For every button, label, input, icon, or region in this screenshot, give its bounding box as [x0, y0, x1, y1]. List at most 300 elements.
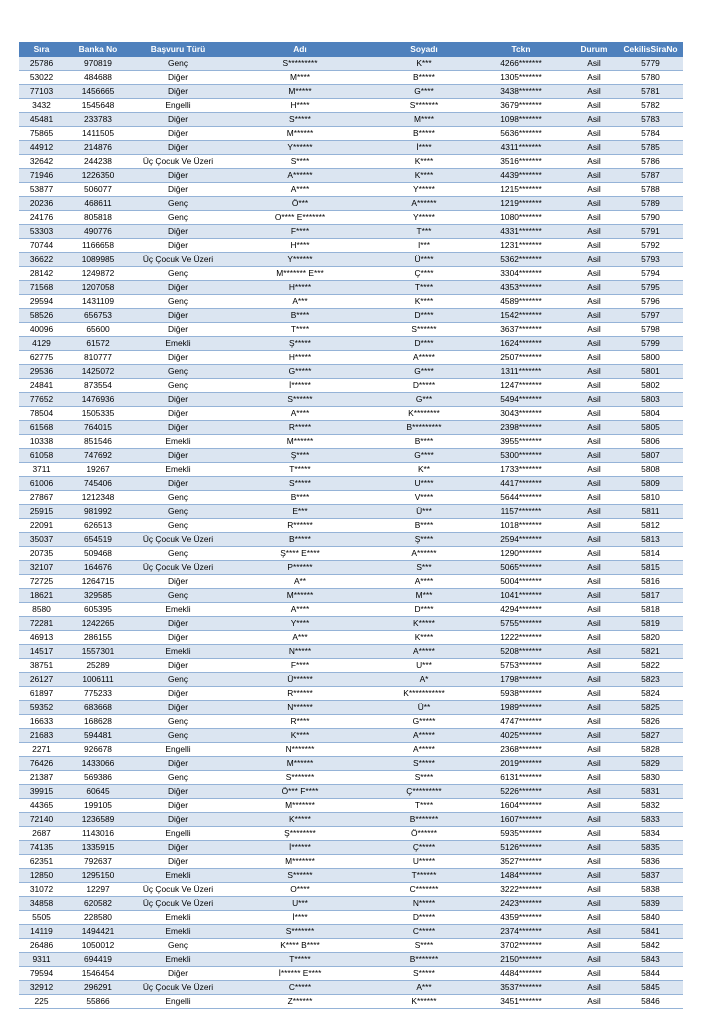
cell-cekilis-sira-no: 5819	[618, 617, 683, 631]
cell-soyadi: A******	[376, 547, 472, 561]
table-row	[19, 435, 683, 449]
cell-cekilis-sira-no: 5828	[618, 743, 683, 757]
cell-cekilis-sira-no: 5840	[618, 911, 683, 925]
cell-cekilis-sira-no: 5814	[618, 547, 683, 561]
table-row	[19, 351, 683, 365]
cell-durum: Asil	[570, 813, 618, 827]
cell-adi: R******	[224, 687, 376, 701]
cell-adi: P******	[224, 561, 376, 575]
cell-sira: 26127	[19, 673, 64, 687]
cell-soyadi: T****	[376, 281, 472, 295]
cell-cekilis-sira-no: 5806	[618, 435, 683, 449]
cell-banka-no: 1494421	[64, 925, 132, 939]
table-row	[19, 71, 683, 85]
cell-durum: Asil	[570, 841, 618, 855]
cell-soyadi: T****	[376, 799, 472, 813]
cell-banka-no: 1212348	[64, 491, 132, 505]
cell-durum: Asil	[570, 855, 618, 869]
cell-banka-no: 12297	[64, 883, 132, 897]
cell-adi: F****	[224, 659, 376, 673]
cell-soyadi: Y*****	[376, 211, 472, 225]
cell-durum: Asil	[570, 883, 618, 897]
cell-banka-no: 168628	[64, 715, 132, 729]
cell-basvuru-turu: Diğer	[132, 799, 224, 813]
table-row	[19, 365, 683, 379]
cell-durum: Asil	[570, 253, 618, 267]
cell-cekilis-sira-no: 5784	[618, 127, 683, 141]
cell-soyadi: G****	[376, 365, 472, 379]
table-row	[19, 407, 683, 421]
cell-cekilis-sira-no: 5798	[618, 323, 683, 337]
cell-banka-no: 286155	[64, 631, 132, 645]
cell-tckn: 4353*******	[472, 281, 570, 295]
cell-tckn: 5126*******	[472, 841, 570, 855]
cell-banka-no: 509468	[64, 547, 132, 561]
cell-banka-no: 1143016	[64, 827, 132, 841]
cell-tckn: 3679*******	[472, 99, 570, 113]
cell-sira: 59352	[19, 701, 64, 715]
cell-sira: 21387	[19, 771, 64, 785]
cell-adi: K**** B****	[224, 939, 376, 953]
cell-basvuru-turu: Üç Çocuk Ve Üzeri	[132, 253, 224, 267]
cell-soyadi: A*	[376, 673, 472, 687]
table-row	[19, 645, 683, 659]
cell-durum: Asil	[570, 379, 618, 393]
cell-sira: 32642	[19, 155, 64, 169]
cell-basvuru-turu: Genç	[132, 379, 224, 393]
cell-tckn: 2019*******	[472, 757, 570, 771]
cell-basvuru-turu: Diğer	[132, 575, 224, 589]
cell-durum: Asil	[570, 995, 618, 1009]
cell-tckn: 1604*******	[472, 799, 570, 813]
cell-basvuru-turu: Diğer	[132, 617, 224, 631]
cell-tckn: 5644*******	[472, 491, 570, 505]
cell-sira: 12850	[19, 869, 64, 883]
cell-tckn: 5208*******	[472, 645, 570, 659]
cell-banka-no: 25289	[64, 659, 132, 673]
cell-cekilis-sira-no: 5846	[618, 995, 683, 1009]
cell-durum: Asil	[570, 169, 618, 183]
cell-cekilis-sira-no: 5811	[618, 505, 683, 519]
cell-adi: O**** E*******	[224, 211, 376, 225]
cell-durum: Asil	[570, 211, 618, 225]
cell-tckn: 1219*******	[472, 197, 570, 211]
table-row	[19, 239, 683, 253]
cell-durum: Asil	[570, 659, 618, 673]
cell-basvuru-turu: Diğer	[132, 477, 224, 491]
cell-tckn: 5755*******	[472, 617, 570, 631]
cell-basvuru-turu: Diğer	[132, 449, 224, 463]
cell-tckn: 2368*******	[472, 743, 570, 757]
cell-tckn: 3304*******	[472, 267, 570, 281]
cell-durum: Asil	[570, 981, 618, 995]
table-row	[19, 883, 683, 897]
cell-tckn: 3222*******	[472, 883, 570, 897]
cell-sira: 14119	[19, 925, 64, 939]
cell-soyadi: S******	[376, 323, 472, 337]
cell-banka-no: 490776	[64, 225, 132, 239]
table-row	[19, 323, 683, 337]
cell-durum: Asil	[570, 113, 618, 127]
cell-cekilis-sira-no: 5818	[618, 603, 683, 617]
cell-soyadi: Ö******	[376, 827, 472, 841]
cell-durum: Asil	[570, 547, 618, 561]
cell-basvuru-turu: Genç	[132, 715, 224, 729]
cell-sira: 53022	[19, 71, 64, 85]
cell-sira: 35037	[19, 533, 64, 547]
table-row	[19, 953, 683, 967]
cell-banka-no: 1006111	[64, 673, 132, 687]
cell-durum: Asil	[570, 505, 618, 519]
cell-basvuru-turu: Diğer	[132, 323, 224, 337]
cell-durum: Asil	[570, 295, 618, 309]
cell-tckn: 2423*******	[472, 897, 570, 911]
cell-sira: 225	[19, 995, 64, 1009]
cell-banka-no: 1545648	[64, 99, 132, 113]
cell-cekilis-sira-no: 5821	[618, 645, 683, 659]
cell-cekilis-sira-no: 5825	[618, 701, 683, 715]
cell-basvuru-turu: Genç	[132, 729, 224, 743]
cell-basvuru-turu: Diğer	[132, 309, 224, 323]
cell-cekilis-sira-no: 5799	[618, 337, 683, 351]
cell-tckn: 1311*******	[472, 365, 570, 379]
cell-cekilis-sira-no: 5810	[618, 491, 683, 505]
cell-adi: S*******	[224, 925, 376, 939]
header-sira: Sıra	[33, 44, 50, 54]
cell-banka-no: 506077	[64, 183, 132, 197]
cell-durum: Asil	[570, 897, 618, 911]
cell-cekilis-sira-no: 5837	[618, 869, 683, 883]
cell-durum: Asil	[570, 197, 618, 211]
cell-tckn: 2398*******	[472, 421, 570, 435]
cell-durum: Asil	[570, 183, 618, 197]
cell-basvuru-turu: Üç Çocuk Ve Üzeri	[132, 561, 224, 575]
cell-adi: K****	[224, 729, 376, 743]
cell-cekilis-sira-no: 5800	[618, 351, 683, 365]
cell-durum: Asil	[570, 603, 618, 617]
table-row	[19, 827, 683, 841]
cell-cekilis-sira-no: 5832	[618, 799, 683, 813]
cell-soyadi: Ç****	[376, 267, 472, 281]
cell-basvuru-turu: Genç	[132, 295, 224, 309]
cell-cekilis-sira-no: 5820	[618, 631, 683, 645]
cell-tckn: 4331*******	[472, 225, 570, 239]
cell-sira: 18621	[19, 589, 64, 603]
table-row	[19, 701, 683, 715]
cell-tckn: 4439*******	[472, 169, 570, 183]
cell-sira: 61897	[19, 687, 64, 701]
cell-basvuru-turu: Diğer	[132, 785, 224, 799]
table-row	[19, 981, 683, 995]
cell-adi: Ö*** F****	[224, 785, 376, 799]
table-row	[19, 197, 683, 211]
cell-cekilis-sira-no: 5815	[618, 561, 683, 575]
table-row	[19, 617, 683, 631]
table-row	[19, 729, 683, 743]
cell-durum: Asil	[570, 799, 618, 813]
list-sheet	[19, 42, 683, 1009]
cell-banka-no: 55866	[64, 995, 132, 1009]
cell-sira: 14517	[19, 645, 64, 659]
cell-tckn: 3516*******	[472, 155, 570, 169]
cell-banka-no: 164676	[64, 561, 132, 575]
cell-soyadi: K********	[376, 407, 472, 421]
cell-sira: 4129	[19, 337, 64, 351]
cell-sira: 77652	[19, 393, 64, 407]
cell-banka-no: 19267	[64, 463, 132, 477]
table-row	[19, 547, 683, 561]
cell-banka-no: 626513	[64, 519, 132, 533]
cell-soyadi: A***	[376, 981, 472, 995]
cell-banka-no: 745406	[64, 477, 132, 491]
table-row	[19, 379, 683, 393]
cell-cekilis-sira-no: 5783	[618, 113, 683, 127]
cell-durum: Asil	[570, 743, 618, 757]
cell-tckn: 3451*******	[472, 995, 570, 1009]
cell-soyadi: C*******	[376, 883, 472, 897]
cell-sira: 58526	[19, 309, 64, 323]
table-row	[19, 897, 683, 911]
table-body	[19, 57, 683, 1009]
cell-sira: 76426	[19, 757, 64, 771]
cell-durum: Asil	[570, 323, 618, 337]
cell-basvuru-turu: Diğer	[132, 183, 224, 197]
cell-tckn: 5753*******	[472, 659, 570, 673]
cell-sira: 79594	[19, 967, 64, 981]
table-row	[19, 603, 683, 617]
cell-soyadi: K***	[376, 57, 472, 71]
cell-durum: Asil	[570, 267, 618, 281]
cell-soyadi: A*****	[376, 743, 472, 757]
cell-cekilis-sira-no: 5829	[618, 757, 683, 771]
cell-tckn: 3702*******	[472, 939, 570, 953]
cell-durum: Asil	[570, 337, 618, 351]
cell-tckn: 4266*******	[472, 57, 570, 71]
cell-soyadi: Ü***	[376, 505, 472, 519]
table-row	[19, 673, 683, 687]
cell-basvuru-turu: Diğer	[132, 127, 224, 141]
table-header	[19, 42, 683, 57]
cell-tckn: 2150*******	[472, 953, 570, 967]
cell-tckn: 1222*******	[472, 631, 570, 645]
table-row	[19, 155, 683, 169]
cell-soyadi: D*****	[376, 379, 472, 393]
cell-basvuru-turu: Diğer	[132, 351, 224, 365]
cell-sira: 29594	[19, 295, 64, 309]
cell-adi: B****	[224, 491, 376, 505]
cell-sira: 25786	[19, 57, 64, 71]
cell-soyadi: G***	[376, 393, 472, 407]
cell-banka-no: 233783	[64, 113, 132, 127]
cell-banka-no: 654519	[64, 533, 132, 547]
table-row	[19, 519, 683, 533]
cell-sira: 62775	[19, 351, 64, 365]
cell-durum: Asil	[570, 281, 618, 295]
cell-cekilis-sira-no: 5789	[618, 197, 683, 211]
cell-basvuru-turu: Diğer	[132, 631, 224, 645]
cell-cekilis-sira-no: 5785	[618, 141, 683, 155]
cell-adi: İ******	[224, 841, 376, 855]
cell-basvuru-turu: Genç	[132, 589, 224, 603]
cell-banka-no: 605395	[64, 603, 132, 617]
cell-tckn: 1247*******	[472, 379, 570, 393]
cell-sira: 78504	[19, 407, 64, 421]
cell-banka-no: 65600	[64, 323, 132, 337]
cell-soyadi: K*****	[376, 617, 472, 631]
cell-tckn: 1798*******	[472, 673, 570, 687]
cell-tckn: 4294*******	[472, 603, 570, 617]
cell-sira: 46913	[19, 631, 64, 645]
table-row	[19, 183, 683, 197]
cell-cekilis-sira-no: 5835	[618, 841, 683, 855]
cell-sira: 3432	[19, 99, 64, 113]
cell-soyadi: K******	[376, 995, 472, 1009]
cell-basvuru-turu: Emekli	[132, 645, 224, 659]
cell-banka-no: 775233	[64, 687, 132, 701]
cell-sira: 72281	[19, 617, 64, 631]
cell-durum: Asil	[570, 827, 618, 841]
cell-soyadi: A******	[376, 197, 472, 211]
cell-cekilis-sira-no: 5795	[618, 281, 683, 295]
cell-adi: İ******	[224, 379, 376, 393]
cell-durum: Asil	[570, 785, 618, 799]
cell-soyadi: K****	[376, 295, 472, 309]
cell-banka-no: 1242265	[64, 617, 132, 631]
cell-basvuru-turu: Emekli	[132, 603, 224, 617]
cell-cekilis-sira-no: 5826	[618, 715, 683, 729]
cell-basvuru-turu: Üç Çocuk Ve Üzeri	[132, 897, 224, 911]
table-row	[19, 57, 683, 71]
table-row	[19, 491, 683, 505]
cell-basvuru-turu: Emekli	[132, 337, 224, 351]
cell-basvuru-turu: Diğer	[132, 225, 224, 239]
cell-banka-no: 228580	[64, 911, 132, 925]
cell-sira: 9311	[19, 953, 64, 967]
cell-banka-no: 1207058	[64, 281, 132, 295]
cell-durum: Asil	[570, 463, 618, 477]
cell-durum: Asil	[570, 533, 618, 547]
cell-banka-no: 810777	[64, 351, 132, 365]
cell-adi: G*****	[224, 365, 376, 379]
cell-soyadi: C*****	[376, 925, 472, 939]
cell-banka-no: 61572	[64, 337, 132, 351]
cell-cekilis-sira-no: 5797	[618, 309, 683, 323]
table-row	[19, 659, 683, 673]
cell-tckn: 1018*******	[472, 519, 570, 533]
cell-cekilis-sira-no: 5782	[618, 99, 683, 113]
cell-soyadi: B*****	[376, 127, 472, 141]
cell-cekilis-sira-no: 5781	[618, 85, 683, 99]
cell-soyadi: Ü**	[376, 701, 472, 715]
cell-banka-no: 214876	[64, 141, 132, 155]
cell-tckn: 1041*******	[472, 589, 570, 603]
cell-banka-no: 970819	[64, 57, 132, 71]
table-row	[19, 225, 683, 239]
cell-banka-no: 747692	[64, 449, 132, 463]
cell-tckn: 1231*******	[472, 239, 570, 253]
cell-cekilis-sira-no: 5780	[618, 71, 683, 85]
cell-tckn: 2507*******	[472, 351, 570, 365]
cell-cekilis-sira-no: 5788	[618, 183, 683, 197]
cell-adi: S*******	[224, 771, 376, 785]
cell-sira: 28142	[19, 267, 64, 281]
cell-durum: Asil	[570, 575, 618, 589]
cell-durum: Asil	[570, 99, 618, 113]
cell-soyadi: K***********	[376, 687, 472, 701]
cell-cekilis-sira-no: 5817	[618, 589, 683, 603]
cell-adi: T*****	[224, 463, 376, 477]
cell-banka-no: 1557301	[64, 645, 132, 659]
cell-durum: Asil	[570, 71, 618, 85]
cell-tckn: 1624*******	[472, 337, 570, 351]
cell-adi: B*****	[224, 533, 376, 547]
cell-basvuru-turu: Diğer	[132, 841, 224, 855]
cell-basvuru-turu: Engelli	[132, 99, 224, 113]
cell-banka-no: 60645	[64, 785, 132, 799]
cell-durum: Asil	[570, 351, 618, 365]
cell-cekilis-sira-no: 5822	[618, 659, 683, 673]
cell-banka-no: 468611	[64, 197, 132, 211]
cell-basvuru-turu: Diğer	[132, 687, 224, 701]
cell-banka-no: 199105	[64, 799, 132, 813]
table-row	[19, 127, 683, 141]
cell-adi: E***	[224, 505, 376, 519]
cell-adi: Ö***	[224, 197, 376, 211]
cell-soyadi: U***	[376, 659, 472, 673]
cell-cekilis-sira-no: 5839	[618, 897, 683, 911]
cell-durum: Asil	[570, 715, 618, 729]
cell-soyadi: B*********	[376, 421, 472, 435]
table-row	[19, 589, 683, 603]
cell-sira: 61058	[19, 449, 64, 463]
cell-tckn: 5938*******	[472, 687, 570, 701]
header-adi: Adı	[293, 44, 307, 54]
cell-adi: A******	[224, 169, 376, 183]
cell-soyadi: Ç*********	[376, 785, 472, 799]
header-soyadi: Soyadı	[410, 44, 438, 54]
cell-basvuru-turu: Üç Çocuk Ve Üzeri	[132, 533, 224, 547]
cell-cekilis-sira-no: 5804	[618, 407, 683, 421]
cell-sira: 27867	[19, 491, 64, 505]
cell-tckn: 3637*******	[472, 323, 570, 337]
cell-tckn: 1542*******	[472, 309, 570, 323]
cell-basvuru-turu: Engelli	[132, 743, 224, 757]
cell-soyadi: S***	[376, 561, 472, 575]
cell-tckn: 5935*******	[472, 827, 570, 841]
cell-adi: H****	[224, 239, 376, 253]
cell-banka-no: 329585	[64, 589, 132, 603]
cell-sira: 5505	[19, 911, 64, 925]
cell-soyadi: T******	[376, 869, 472, 883]
table-row	[19, 855, 683, 869]
cell-cekilis-sira-no: 5790	[618, 211, 683, 225]
cell-durum: Asil	[570, 589, 618, 603]
cell-sira: 24841	[19, 379, 64, 393]
cell-cekilis-sira-no: 5796	[618, 295, 683, 309]
cell-basvuru-turu: Genç	[132, 505, 224, 519]
cell-banka-no: 296291	[64, 981, 132, 995]
cell-durum: Asil	[570, 449, 618, 463]
cell-adi: M******	[224, 127, 376, 141]
cell-durum: Asil	[570, 57, 618, 71]
cell-basvuru-turu: Diğer	[132, 71, 224, 85]
results-table	[19, 42, 683, 1009]
cell-sira: 26486	[19, 939, 64, 953]
cell-basvuru-turu: Diğer	[132, 813, 224, 827]
cell-soyadi: N*****	[376, 897, 472, 911]
cell-adi: Ü******	[224, 673, 376, 687]
cell-durum: Asil	[570, 939, 618, 953]
